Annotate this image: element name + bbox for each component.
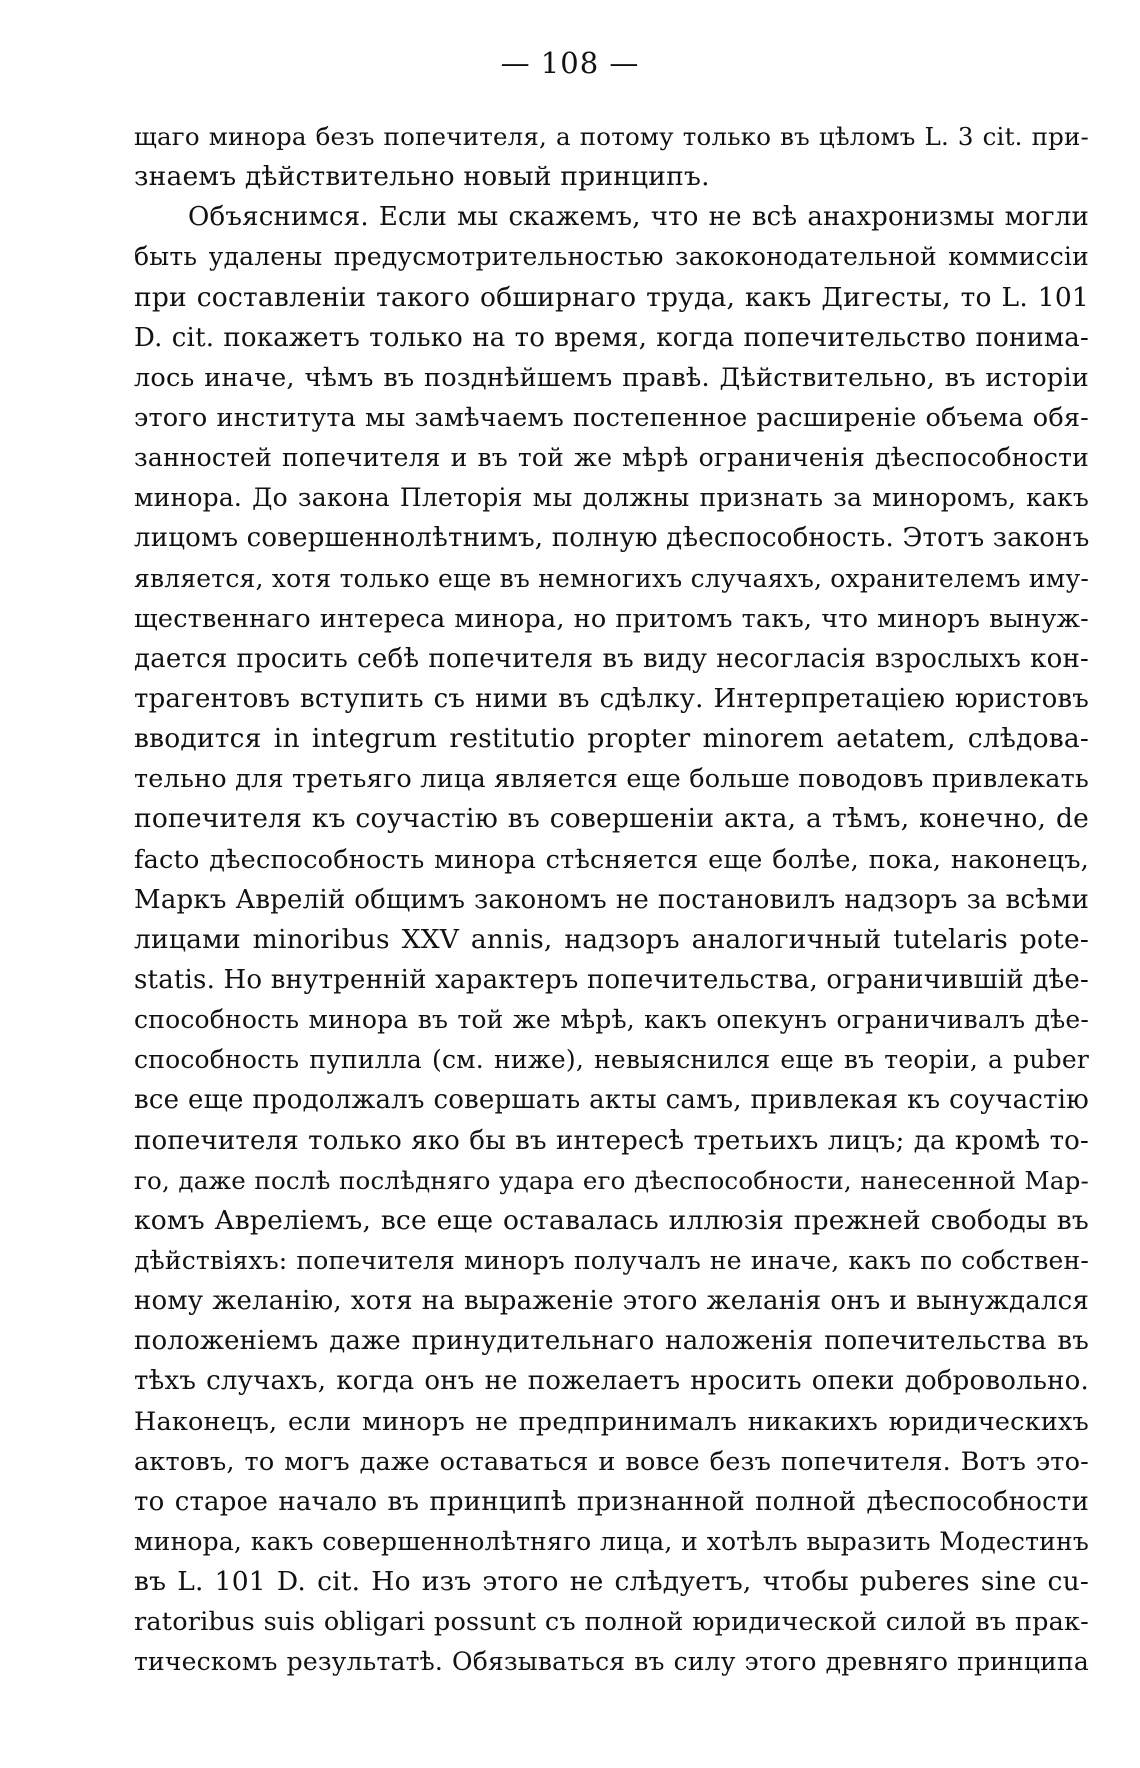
text-line: D. cit. покажетъ только на то время, когда попечительство понима- (134, 322, 1089, 353)
text-line: тѣхъ случахъ, когда онъ не пожелаетъ нросить опеки добровольно. (134, 1366, 1089, 1397)
text-line: способность пупилла (см. ниже), невыяснился еще въ теоріи, а puber (134, 1045, 1089, 1075)
page-number: — 108 — (500, 46, 640, 80)
text-line: все еще продолжалъ совершать акты самъ, привлекая къ соучастію (134, 1085, 1089, 1116)
text-line: лось иначе, чѣмъ въ позднѣйшемъ правѣ. Дѣйствительно, въ исторіи (134, 362, 1089, 393)
text-line: актовъ, то могъ даже оставаться и вовсе безъ попечителя. Вотъ это- (134, 1446, 1089, 1477)
text-line: facto дѣеспособность минора стѣсняется еще болѣе, пока, наконецъ, (134, 844, 1089, 875)
text-line: лицами minoribus XXV annis, надзоръ аналогичный tutelaris pote- (134, 923, 1089, 955)
text-line: вводится in integrum restitutio propter minorem aetatem, слѣдова- (134, 723, 1089, 755)
text-line: щественнаго интереса минора, но притомъ такъ, что миноръ вынуж- (134, 603, 1089, 634)
text-line: го, даже послѣ послѣдняго удара его дѣеспособности, нанесенной Мар- (134, 1165, 1089, 1195)
text-line: Наконецъ, если миноръ не предпринималъ никакихъ юридическихъ (134, 1406, 1089, 1437)
body-text (134, 117, 1089, 1682)
text-line: минора. До закона Плеторія мы должны признать за миноромъ, какъ (134, 483, 1089, 513)
text-line: ratoribus suis obligari possunt съ полной юридической силой въ прак- (134, 1607, 1089, 1638)
text-line: statis. Но внутренній характеръ попечительства, ограничившій дѣе- (134, 964, 1089, 995)
text-line: способность минора въ той же мѣрѣ, какъ опекунъ ограничивалъ дѣе- (134, 1005, 1089, 1035)
text-line: занностей попечителя и въ той же мѣрѣ ограниченія дѣеспособности (134, 443, 1089, 473)
text-line: попечителя только яко бы въ интересѣ третьихъ лицъ; да кромѣ то- (134, 1125, 1089, 1156)
text-line: то старое начало въ принципѣ признанной полной дѣеспособности (134, 1486, 1089, 1517)
text-line: комъ Авреліемъ, все еще оставалась иллюзія прежней свободы въ (134, 1204, 1089, 1236)
text-line: при составленіи такого обширнаго труда, какъ Дигесты, то L. 101 (134, 281, 1089, 313)
text-line: лицомъ совершеннолѣтнимъ, полную дѣеспособность. Этотъ законъ (134, 523, 1090, 554)
text-line: тельно для третьяго лица является еще больше поводовъ привлекать (134, 764, 1089, 795)
text-line: попечителя къ соучастію въ совершеніи акта, а тѣмъ, конечно, de (134, 803, 1089, 835)
text-line: дается просить себѣ попечителя въ виду несогласія взрослыхъ кон- (134, 643, 1089, 674)
text-line: быть удалены предусмотрительностью закоконодательной коммиссіи (134, 242, 1089, 272)
text-line: щаго минора безъ попечителя, а потому только въ цѣломъ L. 3 cit. при- (134, 122, 1089, 151)
text-line: дѣйствіяхъ: попечителя миноръ получалъ не иначе, какъ по собствен- (134, 1245, 1089, 1275)
text-line: знаемъ дѣйствительно новый принципъ. (134, 161, 710, 193)
text-line: ному желанію, хотя на выраженіе этого желанія онъ и вынуждался (134, 1286, 1089, 1317)
text-line: Маркъ Аврелій общимъ закономъ не постановилъ надзоръ за всѣми (134, 884, 1089, 915)
text-line: тическомъ результатѣ. Обязываться въ силу этого древняго принципа (134, 1647, 1089, 1677)
text-line: положеніемъ даже принудительнаго наложенія попечительства въ (134, 1326, 1089, 1357)
text-line: трагентовъ вступить съ ними въ сдѣлку. Интерпретаціею юристовъ (134, 683, 1089, 714)
text-line: является, хотя только еще въ немногихъ случаяхъ, охранителемъ иму- (134, 563, 1089, 593)
text-line: этого института мы замѣчаемъ постепенное расширеніе объема обя- (134, 402, 1089, 433)
text-line: Объяснимся. Если мы скажемъ, что не всѣ анахронизмы могли (188, 202, 1089, 233)
text-line: въ L. 101 D. cit. Но изъ этого не слѣдуетъ, чтобы puberes sine cu- (134, 1566, 1089, 1598)
text-line: минора, какъ совершеннолѣтняго лица, и хотѣлъ выразить Модестинъ (134, 1526, 1089, 1556)
